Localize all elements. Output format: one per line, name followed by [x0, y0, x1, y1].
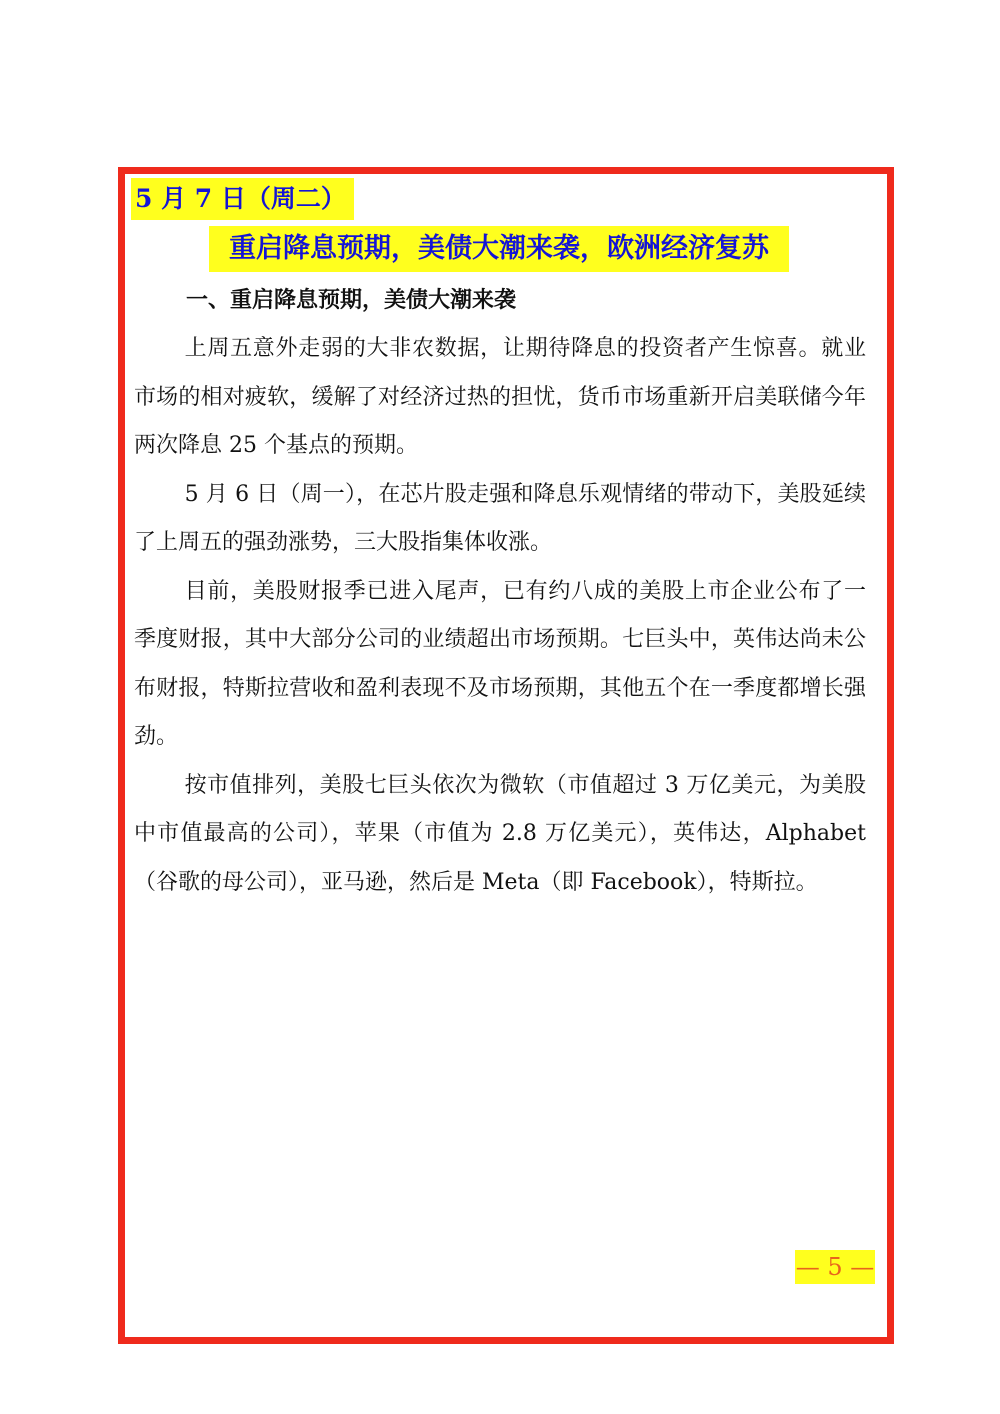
paragraph-4: 按市值排列，美股七巨头依次为微软（市值超过 3 万亿美元，为美股中市值最高的公司），苹果（市值为 2.8 万亿美元），英伟达，Alphabet（谷歌的母公司），亚马逊，然后是 Meta（即 Facebook），特斯拉。 [134, 772, 866, 895]
date-label: 5 月 7 日（周二） [131, 178, 354, 220]
paragraph-2: 5 月 6 日（周一），在芯片股走强和降息乐观情绪的带动下，美股延续了上周五的强劲涨势，三大股指集体收涨。 [134, 481, 866, 555]
paragraph-3: 目前，美股财报季已进入尾声，已有约八成的美股上市企业公布了一季度财报，其中大部分公司的业绩超出市场预期。七巨头中，英伟达尚未公布财报，特斯拉营收和盈利表现不及市场预期，其他五个在一季度都增长强劲。 [134, 578, 866, 749]
section-heading: 一、重启降息预期，美债大潮来袭 [186, 287, 517, 313]
page-number: — 5 — [795, 1250, 875, 1284]
paragraph-1: 上周五意外走弱的大非农数据，让期待降息的投资者产生惊喜。就业市场的相对疲软，缓解了对经济过热的担忧，货币市场重新开启美联储今年两次降息 25 个基点的预期。 [134, 336, 866, 458]
article-headline: 重启降息预期，美债大潮来袭，欧洲经济复苏 [209, 226, 789, 272]
article-body [134, 325, 866, 907]
